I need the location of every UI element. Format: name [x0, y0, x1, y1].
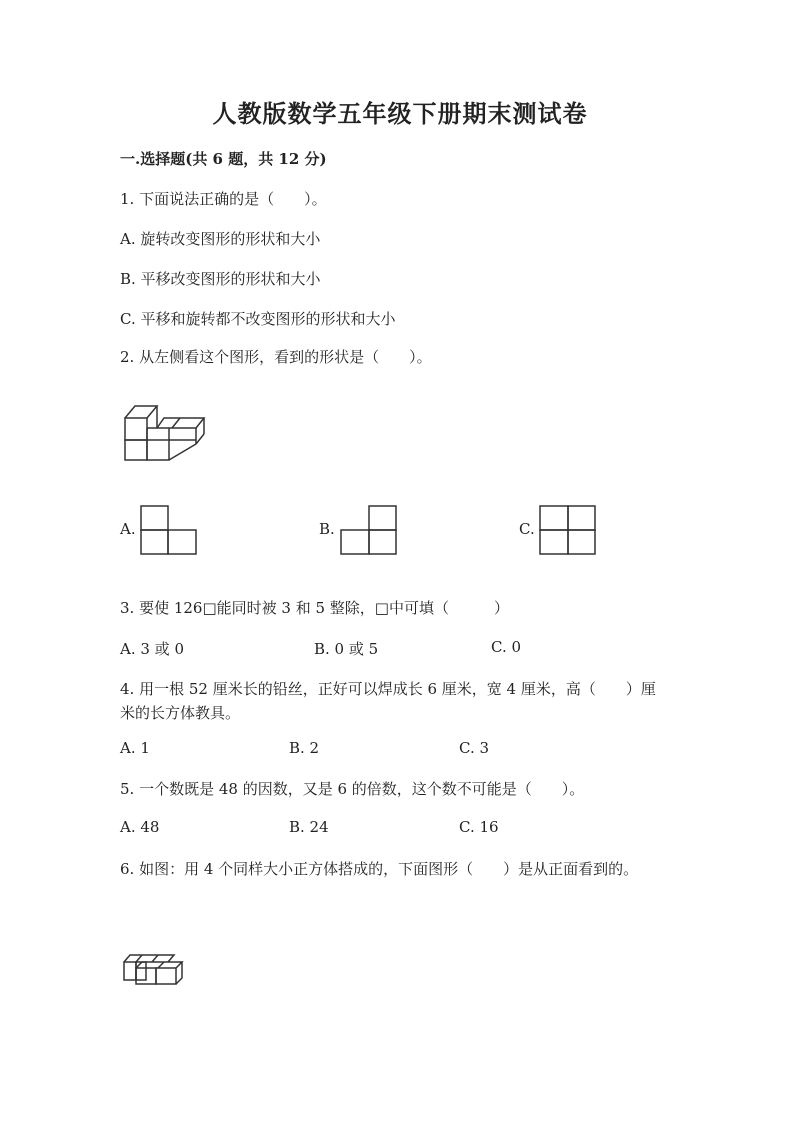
question-4-option-b: B. 2: [289, 739, 320, 757]
question-5-stem: 5. 一个数既是 48 的因数，又是 6 的倍数，这个数不可能是（ ）。: [120, 780, 585, 798]
question-5-option-c: C. 16: [459, 818, 499, 836]
question-1-stem: 1. 下面说法正确的是（ ）。: [120, 190, 327, 208]
question-2-option-b: B.: [319, 520, 335, 538]
question-1-option-c: C. 平移和旋转都不改变图形的形状和大小: [120, 310, 396, 328]
question-1-option-b: B. 平移改变图形的形状和大小: [120, 270, 321, 288]
page-title: 人教版数学五年级下册期末测试卷: [212, 99, 588, 128]
question-3-option-a: A. 3 或 0: [120, 640, 184, 658]
option-b-shape: [340, 505, 398, 555]
option-c-shape: [539, 505, 597, 555]
question-3-option-b: B. 0 或 5: [314, 640, 379, 658]
question-3-option-c: C. 0: [491, 638, 522, 656]
question-2-option-a: A.: [120, 520, 136, 538]
question-3-stem: 3. 要使 126□能同时被 3 和 5 整除，□中可填（ ）: [120, 599, 509, 617]
question-2-option-c: C.: [519, 520, 535, 538]
question-5-option-b: B. 24: [289, 818, 329, 836]
question-6-cube-figure: [122, 950, 188, 988]
section-heading: 一.选择题(共 6 题，共 12 分): [120, 150, 327, 168]
question-5-option-a: A. 48: [120, 818, 160, 836]
question-4-stem-line2: 米的长方体教具。: [120, 704, 241, 722]
option-a-shape: [140, 505, 198, 555]
question-2-cube-figure: [120, 400, 210, 464]
question-2-stem: 2. 从左侧看这个图形，看到的形状是（ ）。: [120, 348, 432, 366]
question-4-stem-line1: 4. 用一根 52 厘米长的铅丝，正好可以焊成长 6 厘米，宽 4 厘米，高（ ）厘: [120, 680, 656, 698]
question-4-option-a: A. 1: [120, 739, 150, 757]
question-1-option-a: A. 旋转改变图形的形状和大小: [120, 230, 321, 248]
question-6-stem: 6. 如图：用 4 个同样大小正方体搭成的，下面图形（ ）是从正面看到的。: [120, 860, 639, 878]
question-4-option-c: C. 3: [459, 739, 490, 757]
